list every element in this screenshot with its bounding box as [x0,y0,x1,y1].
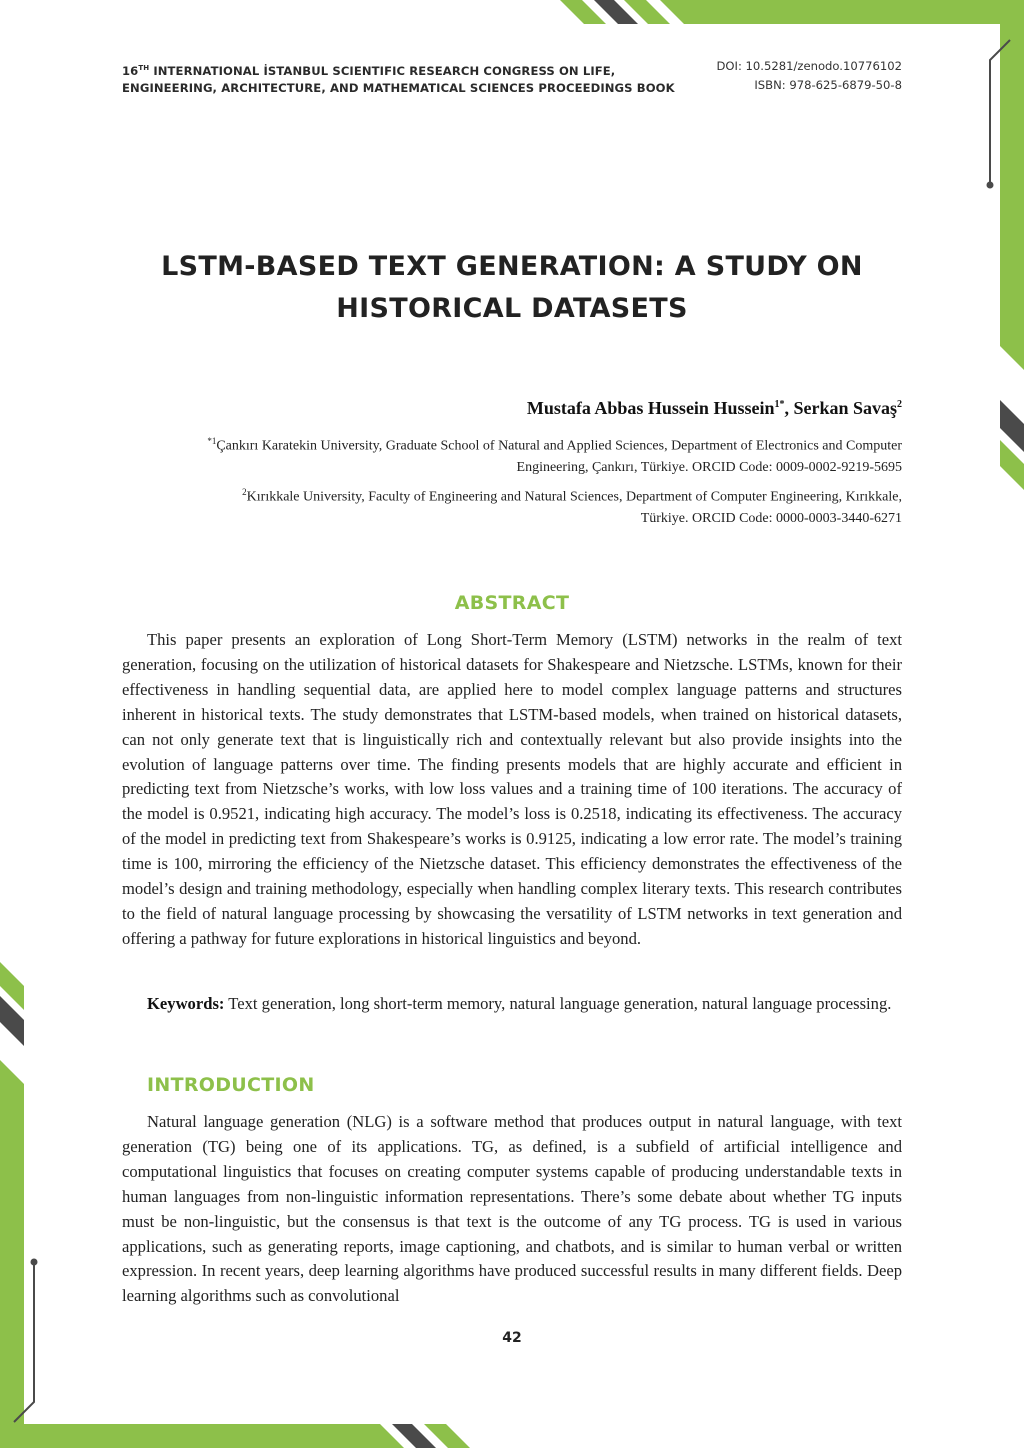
author-list: Mustafa Abbas Hussein Hussein$^{1*}$, Serkan Savaş$^2$ [526,398,902,418]
right-side-green-band [1000,24,1024,370]
conference-line-2: ENGINEERING, ARCHITECTURE, AND MATHEMATICAL SCIENCES PROCEEDINGS BOOK [122,80,675,95]
title-line-2: HISTORICAL DATASETS [336,293,688,324]
bottom-left-green-band [24,1424,404,1448]
keywords [122,992,902,1017]
title-line-1: LSTM-BASED TEXT GENERATION: A STUDY ON [161,251,863,282]
isbn: ISBN: 978-625-6879-50-8 [754,78,902,92]
author-2-marker: 2 [897,399,902,410]
abstract-heading: ABSTRACT [454,592,570,614]
author-2: Serkan Savaş [793,398,897,418]
introduction-text: Natural language generation (NLG) is a software method that produces output in natural language, with text generation (TG) being one of its applications. TG, as defined, is a subfield of artificial intelligence and computational linguistics that focuses on creating computer systems capable of producing understandable texts in human languages from non-linguistic information representations. There’s some debate about whether TG inputs must be non-linguistic, but the consensus is that text is the outcome of any TG process. TG is used in various applications, such as generating reports, image captioning, and chatbots, and is similar to human verbal or written expression. In recent years, deep learning algorithms have produced successful results in many different fields. Deep learning algorithms such as convolutional [122,1112,902,1306]
doi: DOI: 10.5281/zenodo.10776102 [716,59,902,73]
top-right-green-band [660,0,1024,24]
paper-title [120,246,904,330]
keywords-label: Keywords: [147,994,225,1013]
affiliation-2: $^2$Kırıkkale University, Faculty of Engineering and Natural Sciences, Department of Computer Engineering, Kırıkkale, Türkiye. ORCID Code: 0000-0003-3440-6271 [242,487,902,526]
publication-ids [716,57,902,95]
right-line-dot [987,182,994,189]
affiliation-1: $^{*1}$Çankırı Karatekin University, Graduate School of Natural and Applied Sciences, Department of Electronics and Computer Engineering, Çankırı, Türkiye. ORCID Code: 0009-0002-9219-5695 [207,436,902,475]
abstract-text: This paper presents an exploration of Long Short-Term Memory (LSTM) networks in the realm of text generation, focusing on the utilization of historical datasets for Shakespeare and Nietzsche. LSTMs, known for their effectiveness in handling sequential data, are applied here to model complex language patterns and structures inherent in historical texts. The study demonstrates that LSTM-based models, when trained on historical datasets, can not only generate text that is linguistically rich and contextually relevant but also provide insights into the evolution of language patterns over time. The finding presents models that are highly accurate and efficient in predicting text from Nietzsche’s works, with low loss values and a training time of 100 iterations. The accuracy of the model is 0.9521, indicating high accuracy. The model’s loss is 0.2518, indicating its effectiveness. The accuracy of the model in predicting text from Shakespeare’s works is 0.9125, indicating a low error rate. The model’s training time is 100, mirroring the efficiency of the Nietzsche dataset. This efficiency demonstrates the effectiveness of the model’s design and training methodology, especially when handling complex literary texts. This research contributes to the field of natural language processing by showcasing the versatility of LSTM networks in text generation and offering a pathway for future explorations in historical linguistics and beyond. [122,630,902,948]
introduction-heading: INTRODUCTION [147,1074,315,1096]
left-side-green-band [0,1060,24,1448]
author-1: Mustafa Abbas Hussein Hussein [526,398,775,418]
left-line-dot [31,1259,38,1266]
author-1-marker: 1* [774,399,785,410]
page-number: 42 [502,1330,522,1346]
conference-line-1: 16TH INTERNATIONAL İSTANBUL SCIENTIFIC RESEARCH CONGRESS ON LIFE, [122,63,616,78]
keywords-text: Text generation, long short-term memory, natural language generation, natural language processing. [224,994,892,1013]
conference-header [122,60,722,97]
